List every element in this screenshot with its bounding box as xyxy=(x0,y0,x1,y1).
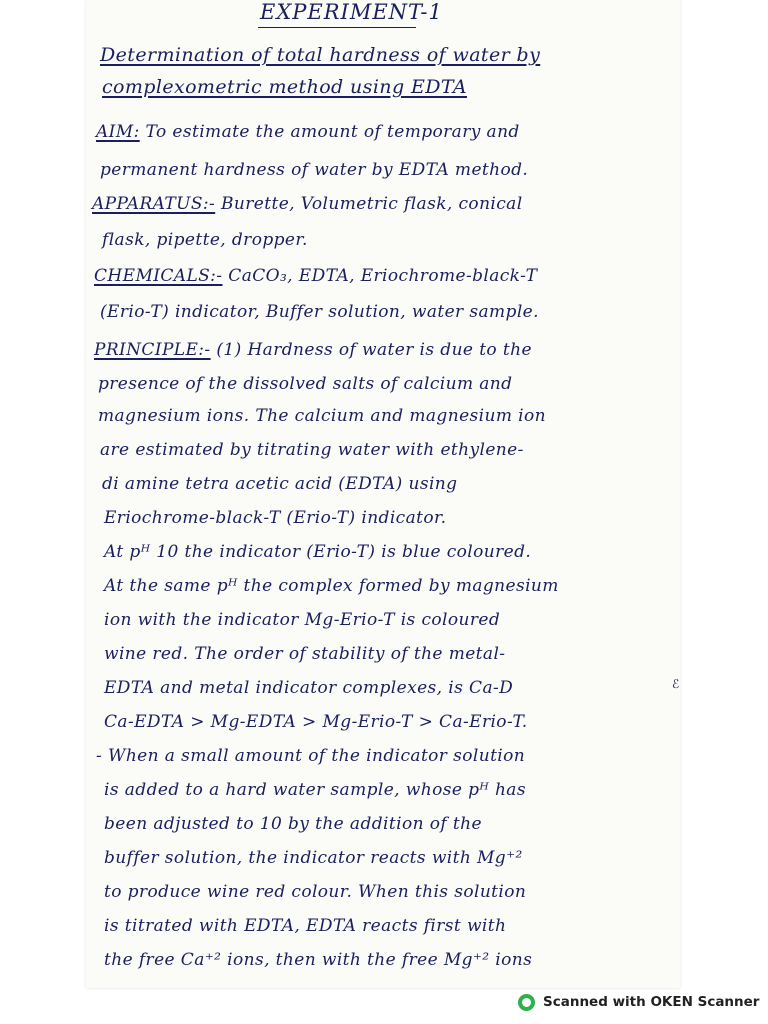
principle-line-10: wine red. The order of stability of the metal- xyxy=(104,644,506,664)
principle-line-16: buffer solution, the indicator reacts with Mg⁺² xyxy=(104,848,523,868)
aim-line-2: permanent hardness of water by EDTA method. xyxy=(100,160,529,180)
principle-line-11: EDTA and metal indicator complexes, is Ca-D xyxy=(104,678,514,698)
principle-line-13: - When a small amount of the indicator solution xyxy=(96,746,526,766)
principle-line-8: At the same pᴴ the complex formed by magnesium xyxy=(104,576,559,596)
notebook-page xyxy=(86,0,680,988)
page-title: EXPERIMENT-1 xyxy=(260,0,443,24)
principle-line-9: ion with the indicator Mg-Erio-T is coloured xyxy=(104,610,501,630)
scanner-watermark xyxy=(518,991,759,1013)
principle-line-15: been adjusted to 10 by the addition of the xyxy=(104,814,482,834)
chemicals-line-1 xyxy=(94,268,537,285)
apparatus-text: Burette, Volumetric flask, conical xyxy=(221,194,523,214)
chemicals-text: CaCO₃, EDTA, Eriochrome-black-T xyxy=(228,266,538,286)
principle-line-17: to produce wine red colour. When this solution xyxy=(104,882,527,902)
heading-line-2: complexometric method using EDTA xyxy=(102,76,468,98)
chemicals-label: CHEMICALS:- xyxy=(94,266,223,286)
principle-line-14: is added to a hard water sample, whose pᴴ has xyxy=(104,780,526,800)
aim-text: To estimate the amount of temporary and xyxy=(145,122,520,142)
aim-label: AIM: xyxy=(96,122,140,142)
principle-line-1 xyxy=(94,342,532,359)
apparatus-label: APPARATUS:- xyxy=(92,194,216,214)
apparatus-line-1 xyxy=(92,196,523,213)
margin-mark: ℰ xyxy=(672,677,680,691)
principle-label: PRINCIPLE:- xyxy=(94,340,211,360)
title-underline xyxy=(258,27,416,28)
aim-line-1 xyxy=(96,124,520,141)
principle-line-18: is titrated with EDTA, EDTA reacts first with xyxy=(104,916,507,936)
principle-text: (1) Hardness of water is due to the xyxy=(216,340,532,360)
scanner-text: Scanned with OKEN Scanner xyxy=(543,994,760,1010)
chemicals-line-2: (Erio-T) indicator, Buffer solution, water sample. xyxy=(100,302,539,322)
principle-line-4: are estimated by titrating water with ethylene- xyxy=(100,440,524,460)
principle-line-5: di amine tetra acetic acid (EDTA) using xyxy=(102,474,458,494)
oken-logo-icon xyxy=(518,994,535,1011)
principle-line-19: the free Ca⁺² ions, then with the free Mg⁺² ions xyxy=(104,950,533,970)
principle-line-12: Ca-EDTA > Mg-EDTA > Mg-Erio-T > Ca-Erio-T. xyxy=(104,712,528,732)
principle-line-2: presence of the dissolved salts of calcium and xyxy=(98,374,513,394)
heading-line-1: Determination of total hardness of water by xyxy=(100,44,541,66)
principle-line-6: Eriochrome-black-T (Erio-T) indicator. xyxy=(104,508,447,528)
principle-line-3: magnesium ions. The calcium and magnesium ion xyxy=(98,406,546,426)
principle-line-7: At pᴴ 10 the indicator (Erio-T) is blue coloured. xyxy=(104,542,532,562)
apparatus-line-2: flask, pipette, dropper. xyxy=(102,230,308,250)
